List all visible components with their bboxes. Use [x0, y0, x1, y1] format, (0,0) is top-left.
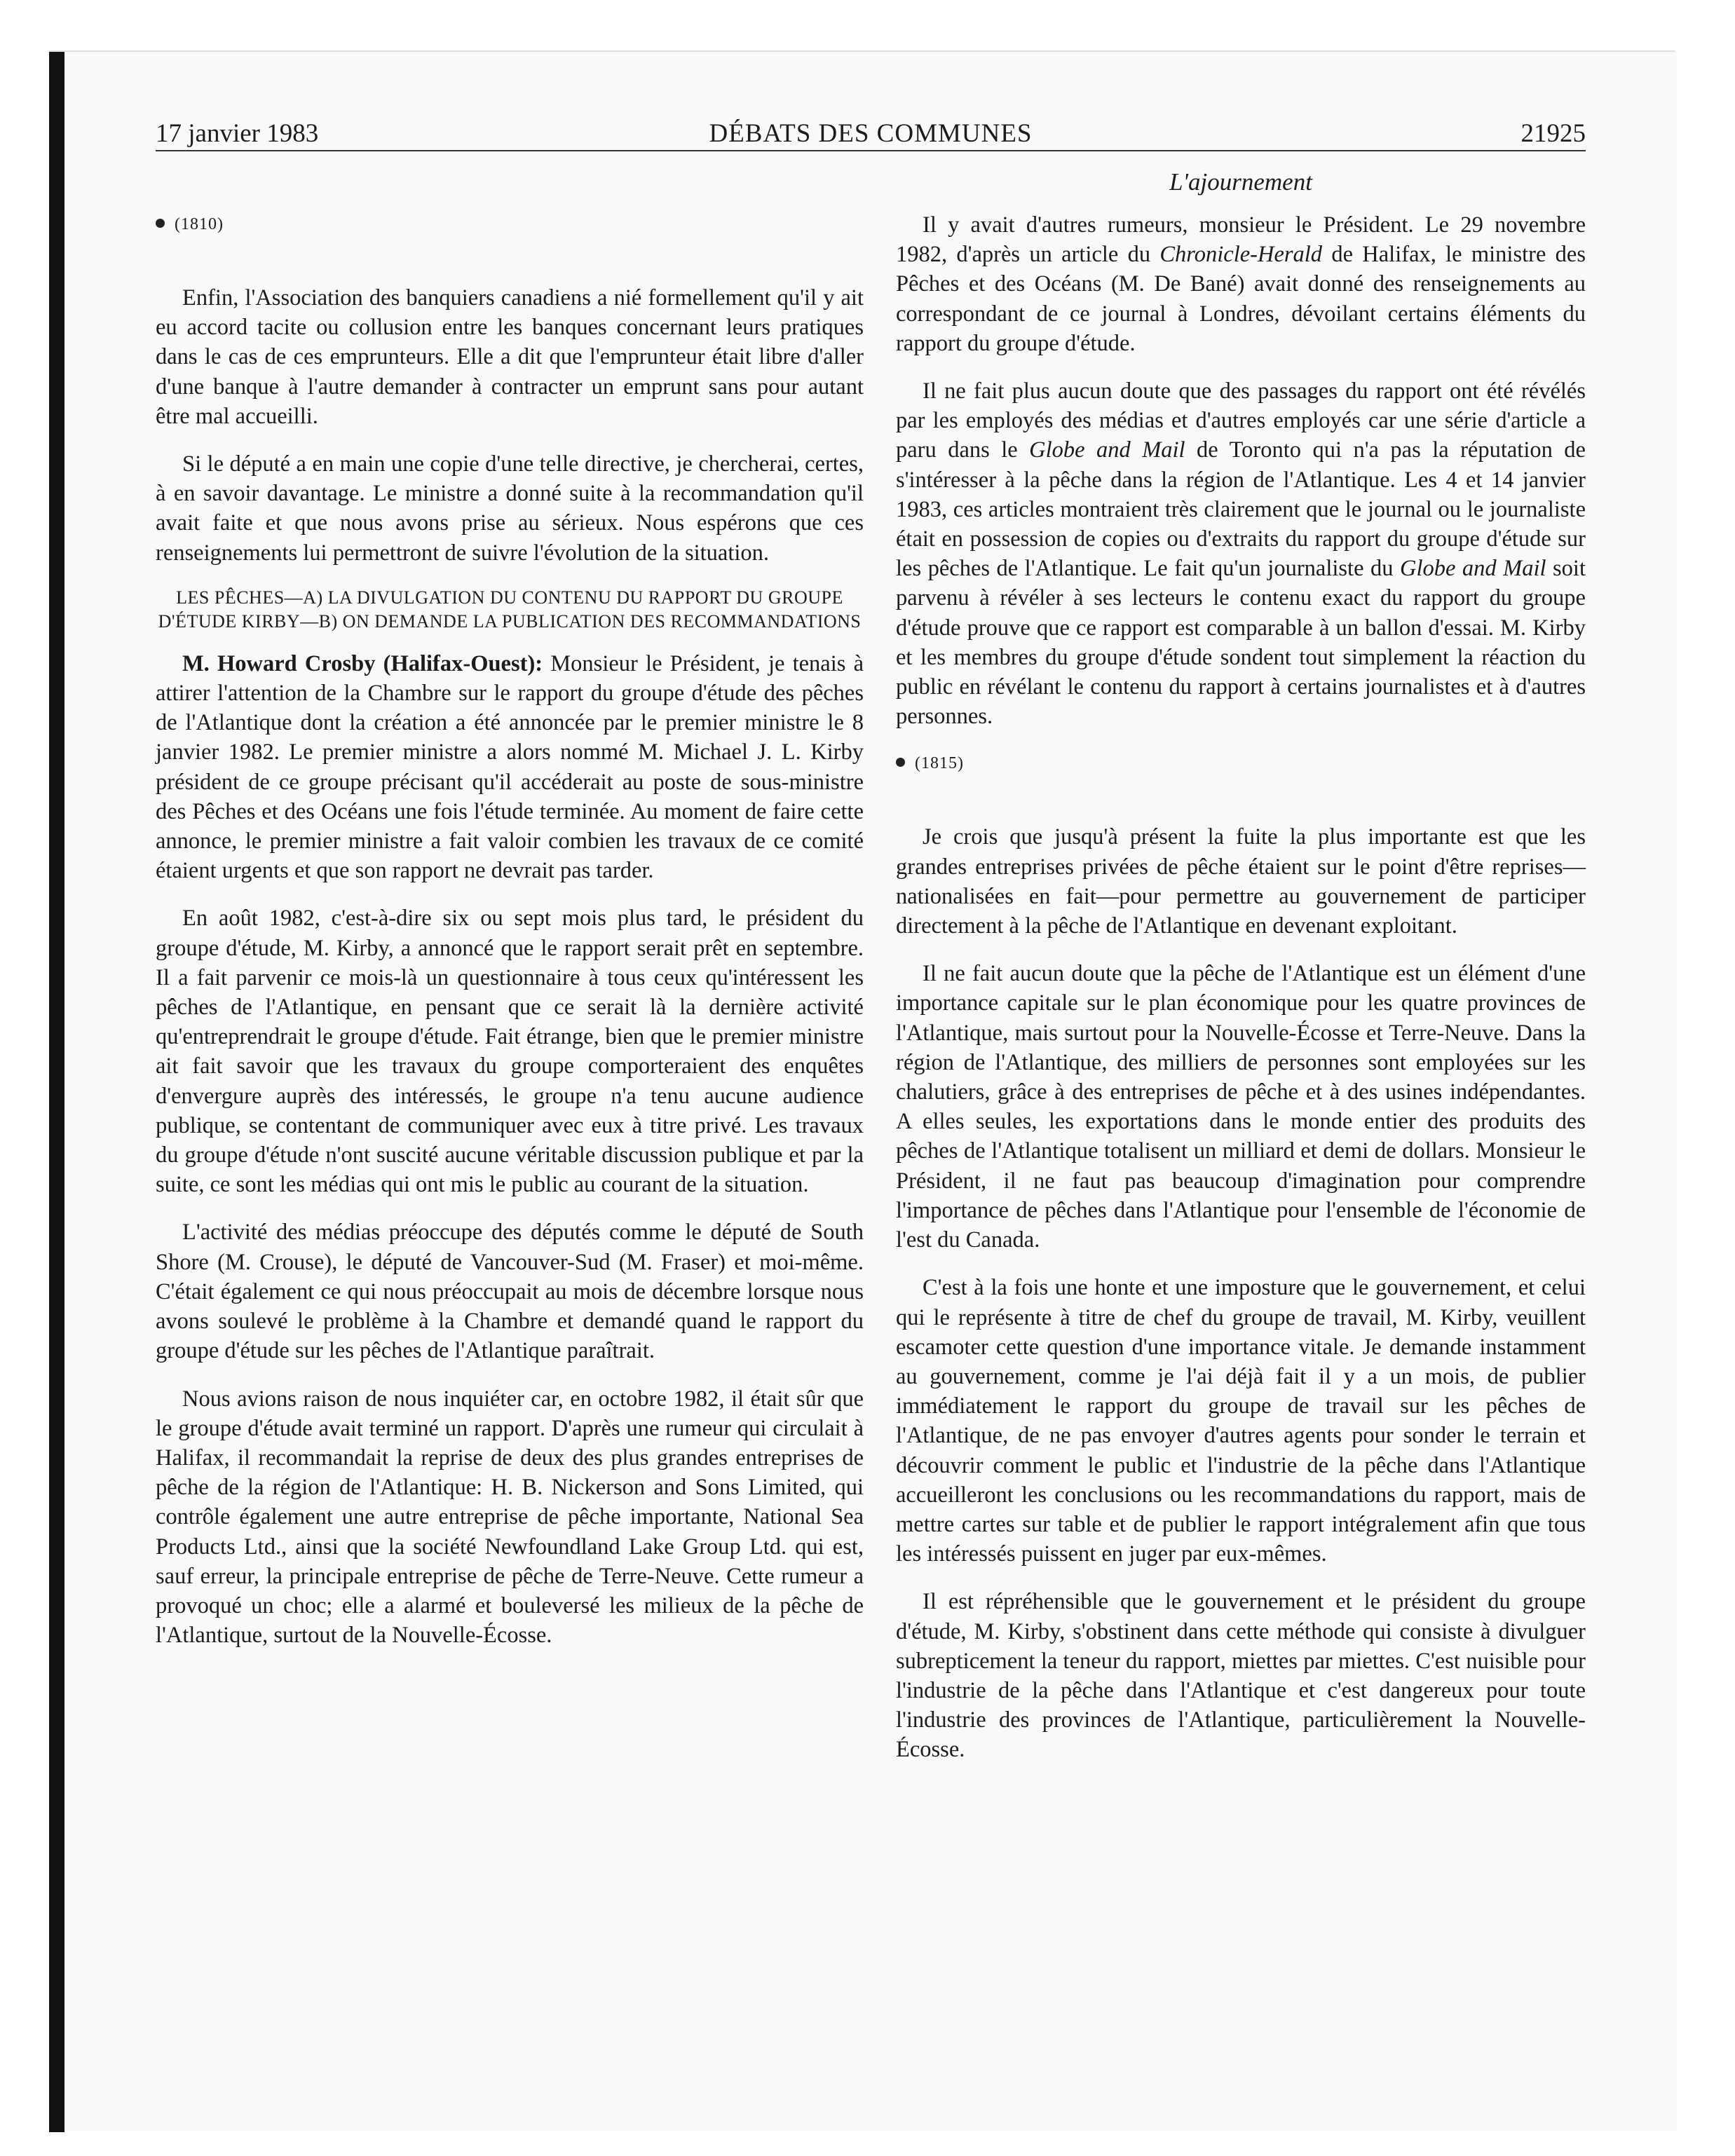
paragraph-text: Monsieur le Président, je tenais à attirer l'attention de la Chambre sur le rapport du groupe d'étude des pêches de l'Atlantique dont la création a été annoncée par le premier ministre le 8 janvier 1982. Le premier ministre a alors nommé M. Michael J. L. Kirby président de ce groupe précisant qu'il accéderait au poste de sous-ministre des Pêches et des Océans une fois l'étude terminée. Au moment de faire cette annonce, le premier ministre a fait valoir combien les travaux de ce comité étaient urgents et que son rapport ne devrait pas tarder.	[156, 650, 864, 884]
paragraph	[896, 376, 1586, 731]
time-marker	[156, 210, 864, 238]
paragraph-text: soit parvenu à révéler à ses lecteurs le contenu exact du rapport du groupe d'étude prouve que ce rapport est comparable à un ballon d'essai. M. Kirby et les membres du groupe d'étude sondent tout simplement la réaction du public en révélant le contenu du rapport à certains journalistes et à d'autres personnes.	[896, 556, 1586, 730]
paragraph-text: de Toronto qui n'a pas la réputation de s'intéresser à la pêche dans la région de l'Atlantique. Les 4 et 14 janvier 1983, ces articles montraient très clairement que le journal ou le journaliste était en possession de copies ou d'extraits du rapport du groupe d'étude sur les pêches de l'Atlantique. Le fait qu'un journaliste du	[896, 437, 1586, 582]
paragraph: Si le député a en main une copie d'une telle directive, je chercherai, certes, à en savoir davantage. Le ministre a donné suite à la recommandation qu'il avait faite et que nous avons prise au sérieux. Nous espérons que ces renseignements lui permettront de suivre l'évolution de la situation.	[156, 451, 864, 566]
section-heading: LES PÊCHES—A) LA DIVULGATION DU CONTENU DU RAPPORT DU GROUPE D'ÉTUDE KIRBY—B) ON DEMANDE LA PUBLICATION DES RECOMMANDATIONS	[158, 587, 862, 632]
paragraph: Nous avions raison de nous inquiéter car, en octobre 1982, il était sûr que le groupe d'étude avait terminé un rapport. D'après une rumeur qui circulait à Halifax, il recommandait la reprise de deux des plus grandes entreprises de pêche de la région de l'Atlantique: H. B. Nickerson and Sons Limited, qui contrôle également une autre entreprise de pêche importante, National Sea Products Ltd., ainsi que la société Newfoundland Lake Group Ltd. qui est, sauf erreur, la principale entreprise de pêche de Terre-Neuve. Cette rumeur a provoqué un choc; elle a alarmé et bouleversé les milieux de la pêche de l'Atlantique, surtout de la Nouvelle-Écosse.	[156, 1386, 864, 1649]
right-column	[896, 210, 1586, 1783]
paragraph	[896, 210, 1586, 358]
paragraph: Il est répréhensible que le gouvernement et le président du groupe d'étude, M. Kirby, s'obstinent dans cette méthode qui consiste à divulguer subrepticement la teneur du rapport, miettes par miettes. C'est nuisible pour l'industrie de la pêche dans l'Atlantique et c'est dangereux pour toute l'industrie des provinces de l'Atlantique, particulièrement la Nouvelle-Écosse.	[896, 1589, 1586, 1763]
newspaper-name: Globe and Mail	[1029, 437, 1185, 463]
header-title: DÉBATS DES COMMUNES	[709, 119, 1033, 148]
bullet-icon	[156, 219, 165, 228]
paragraph: C'est à la fois une honte et une imposture que le gouvernement, et celui qui le représente à titre de chef du groupe de travail, M. Kirby, veuillent escamoter cette question d'une importance vitale. Je demande instamment au gouvernement, comme je l'ai déjà fait il y a un mois, de publier immédiatement le rapport du groupe de travail sur les pêches de l'Atlantique, de ne pas envoyer d'autres agents pour sonder le terrain et découvrir comment le public et l'industrie de la pêche dans l'Atlantique accueilleront les conclusions ou les recommandations du rapport, mais de mettre cartes sur table et de publier le rapport intégralement afin que tous les intéressés puissent en juger par eux-mêmes.	[896, 1275, 1586, 1567]
speaker-name: M. Howard Crosby (Halifax-Ouest):	[182, 650, 543, 676]
newspaper-name: Chronicle-Herald	[1159, 242, 1323, 268]
running-head: L'ajournement	[1169, 168, 1312, 196]
paragraph-text: de Halifax, le ministre des Pêches et des Océans (M. De Bané) avait donné des renseignements au correspondant de ce journal à Londres, dévoilant certains éléments du rapport du groupe d'étude.	[896, 242, 1586, 356]
scan-edge	[49, 50, 64, 2132]
paragraph: Enfin, l'Association des banquiers canadiens a nié formellement qu'il y ait eu accord tacite ou collusion entre les banques concernant leurs pratiques dans le cas de ces emprunteurs. Elle a dit que l'emprunteur était libre d'aller d'une banque à l'autre demander à contracter un emprunt sans pour autant être mal accueilli.	[156, 285, 864, 429]
bullet-icon	[896, 758, 905, 767]
paragraph: Il ne fait aucun doute que la pêche de l'Atlantique est un élément d'une importance capitale sur le plan économique pour les quatre provinces de l'Atlantique, mais surtout pour la Nouvelle-Écosse et Terre-Neuve. Dans la région de l'Atlantique, des milliers de personnes sont employées sur les chalutiers, grâce à des entreprises de pêche et à des usines indépendantes. A elles seules, les exportations dans le monde entier des produits des pêches de l'Atlantique totalisent un milliard et demi de dollars. Monsieur le Président, il ne faut pas beaucoup d'imagination pour comprendre l'importance de pêches dans l'Atlantique pour l'ensemble de l'économie de l'est du Canada.	[896, 961, 1586, 1253]
paragraph: L'activité des médias préoccupe des députés comme le député de South Shore (M. Crouse), le député de Vancouver-Sud (M. Fraser) et moi-même. C'était également ce qui nous préoccupait au mois de décembre lorsque nous avons soulevé le problème à la Chambre et demandé quand le rapport du groupe d'étude sur les pêches de l'Atlantique paraîtrait.	[156, 1220, 864, 1364]
page-header	[156, 118, 1586, 150]
paragraph-text: Il ne fait plus aucun doute que des passages du rapport ont été révélés par les employés des médias et d'autres employés car une série d'article a paru dans le	[896, 378, 1586, 463]
header-date: 17 janvier 1983	[156, 119, 319, 148]
paragraph-text: Il y avait d'autres rumeurs, monsieur le Président. Le 29 novembre 1982, d'après un article du	[896, 212, 1586, 268]
time-marker	[896, 749, 1586, 777]
left-column	[156, 210, 864, 1668]
header-rule	[156, 150, 1586, 151]
header-page-number: 21925	[1520, 119, 1586, 148]
time-marker-text: (1815)	[915, 754, 964, 773]
paragraph: Je crois que jusqu'à présent la fuite la plus importante est que les grandes entreprises privées de pêche étaient sur le point d'être reprises—nationalisées en fait—pour permettre au gouvernement de participer directement à la pêche de l'Atlantique en devenant exploitant.	[896, 824, 1586, 939]
paragraph	[156, 649, 864, 886]
paragraph: En août 1982, c'est-à-dire six ou sept mois plus tard, le président du groupe d'étude, M. Kirby, a annoncé que le rapport serait prêt en septembre. Il a fait parvenir ce mois-là un questionnaire à tous ceux qu'intéressent les pêches de l'Atlantique, en pensant que ce serait là la dernière activité qu'entreprendrait le groupe d'étude. Fait étrange, bien que le premier ministre ait fait savoir que les travaux du groupe comporteraient des enquêtes d'envergure auprès des intéressés, le groupe n'a tenu aucune audience publique, se contentant de communiquer avec eux à titre privé. Les travaux du groupe d'étude n'ont suscité aucune véritable discussion publique et par la suite, ce sont les médias qui ont mis le public au courant de la situation.	[156, 906, 864, 1198]
newspaper-name: Globe and Mail	[1399, 556, 1546, 582]
time-marker-text: (1810)	[175, 215, 224, 233]
